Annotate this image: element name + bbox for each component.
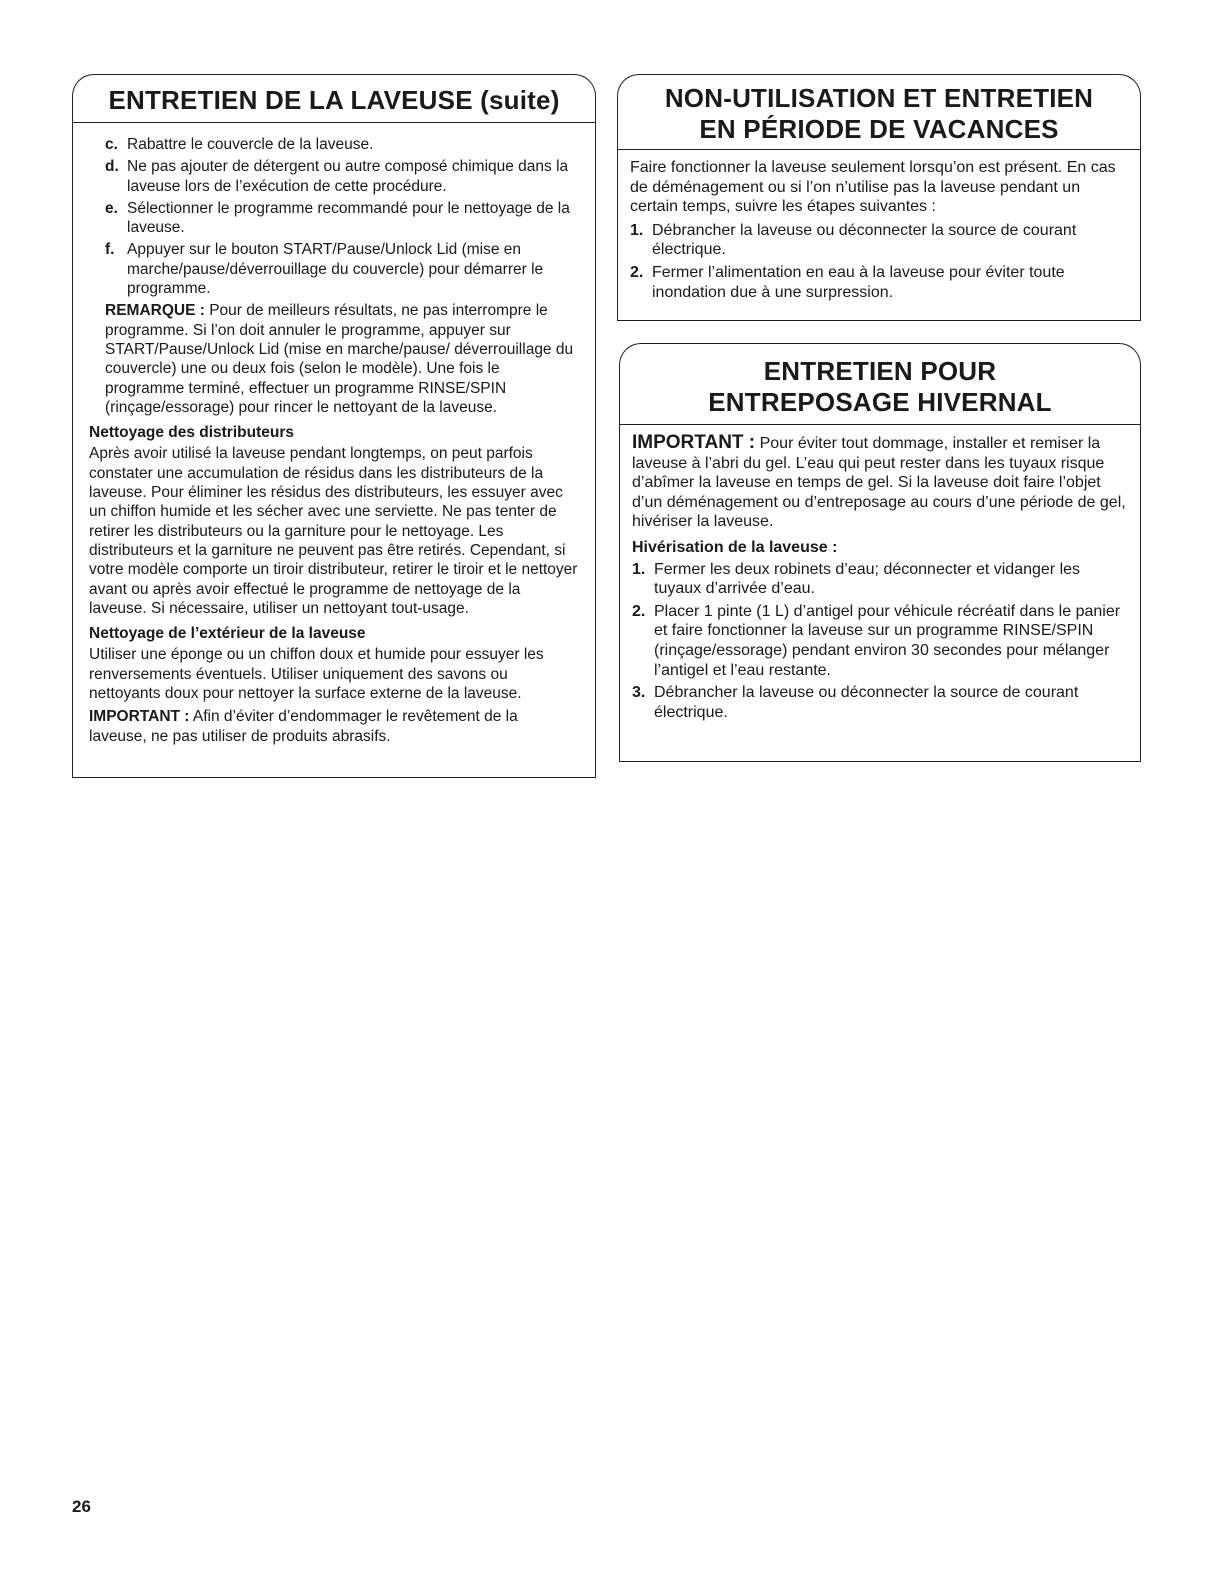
list-item: e. Sélectionner le programme recommandé pour le nettoyage de la laveuse. — [105, 199, 570, 237]
winter-section — [619, 343, 1141, 762]
winter-section-body — [619, 424, 1141, 762]
vacation-section-body — [617, 149, 1141, 321]
subheading-exterior: Nettoyage de l’extérieur de la laveuse — [89, 625, 366, 643]
list-item: f. Appuyer sur le bouton START/Pause/Unlock Lid (mise en marche/pause/déverrouillage du couvercle) pour démarrer le programme. — [105, 241, 544, 298]
exterior-text: Utiliser une éponge ou un chiffon doux et humide pour essuyer les renversements éventuels. Utiliser uniquement des savons ou nettoyants doux pour nettoyer la surface externe de la laveuse. — [89, 646, 544, 703]
list-item: 1. Débrancher la laveuse ou déconnecter la source de courant électrique. — [630, 221, 1077, 259]
important-paragraph — [89, 707, 579, 746]
list-item: c. Rabattre le couvercle de la laveuse. — [105, 136, 374, 153]
vacation-section-title: NON-UTILISATION ET ENTRETIEN EN PÉRIODE DE VACANCES — [617, 74, 1141, 149]
important-text: Afin d’éviter d’endommager le revêtement de la laveuse, ne pas utiliser de produits abrasifs. — [89, 708, 518, 745]
vacation-section — [617, 74, 1141, 321]
winter-important-label: IMPORTANT : — [632, 432, 756, 453]
page-number: 26 — [72, 1497, 91, 1516]
winter-important — [632, 433, 1128, 532]
subheading-dispensers: Nettoyage des distributeurs — [89, 424, 294, 442]
list-item: d. Ne pas ajouter de détergent ou autre composé chimique dans la laveuse lors de l’exécution de cette procédure. — [105, 158, 569, 195]
important-label: IMPORTANT : — [89, 708, 190, 726]
note-label: REMARQUE : — [105, 302, 205, 320]
vacation-intro: Faire fonctionner la laveuse seulement lorsqu’on est présent. En cas de déménagement ou si l’on n’utilise pas la laveuse pendant un certain temps, suivre les étapes suivantes : — [630, 159, 1116, 216]
note-paragraph — [89, 301, 579, 417]
list-item: 1. Fermer les deux robinets d’eau; déconnecter et vidanger les tuyaux d’arrivée d’eau. — [632, 560, 1081, 598]
list-item: 2. Placer 1 pinte (1 L) d’antigel pour véhicule récréatif dans le panier et faire fonctionner la laveuse sur un programme RINSE/SPIN (rinçage/essorage) pendant environ 30 secondes pour mélanger l’antigel et l’eau restante. — [632, 602, 1121, 679]
winter-section-title: ENTRETIEN POUR ENTREPOSAGE HIVERNAL — [619, 343, 1141, 424]
left-section-title: ENTRETIEN DE LA LAVEUSE (suite) — [72, 74, 596, 122]
left-section — [72, 74, 596, 778]
winter-important-text: Pour éviter tout dommage, installer et remiser la laveuse à l’abri du gel. L’eau qui peut rester dans les tuyaux risque d’abîmer la laveuse en temps de gel. Si la laveuse doit faire l’objet d’un déménagement ou d’entreposage au cours d’une période de gel, hivériser la laveuse. — [632, 435, 1126, 531]
winterizing-subheading: Hivérisation de la laveuse : — [632, 538, 838, 556]
list-item: 2. Fermer l’alimentation en eau à la laveuse pour éviter toute inondation due à une surpression. — [630, 263, 1065, 301]
dispensers-text: Après avoir utilisé la laveuse pendant longtemps, on peut parfois constater une accumulation de résidus dans les distributeurs de la laveuse. Pour éliminer les résidus des distributeurs, les essuyer avec un chiffon humide et les sécher avec une serviette. Ne pas tenter de retirer les distributeurs ou la garniture pour le nettoyage. Les distributeurs et la garniture ne peuvent pas être retirés. Cependant, si votre modèle comporte un tiroir distributeur, retirer le tiroir et le nettoyer avant ou après avoir effectué le programme de nettoyage de la laveuse. Si nécessaire, utiliser un nettoyant tout-usage. — [89, 445, 578, 617]
left-section-body — [72, 122, 596, 778]
note-text: Pour de meilleurs résultats, ne pas interrompre le programme. Si l’on doit annuler le programme, appuyer sur START/Pause/Unlock Lid (mise en marche/pause/ déverrouillage du couvercle) une ou deux fois (selon le modèle). Une fois le programme terminé, effectuer un programme RINSE/SPIN (rinçage/essorage) pour rincer le nettoyant de la laveuse. — [105, 302, 574, 416]
list-item: 3. Débrancher la laveuse ou déconnecter la source de courant électrique. — [632, 684, 1079, 721]
